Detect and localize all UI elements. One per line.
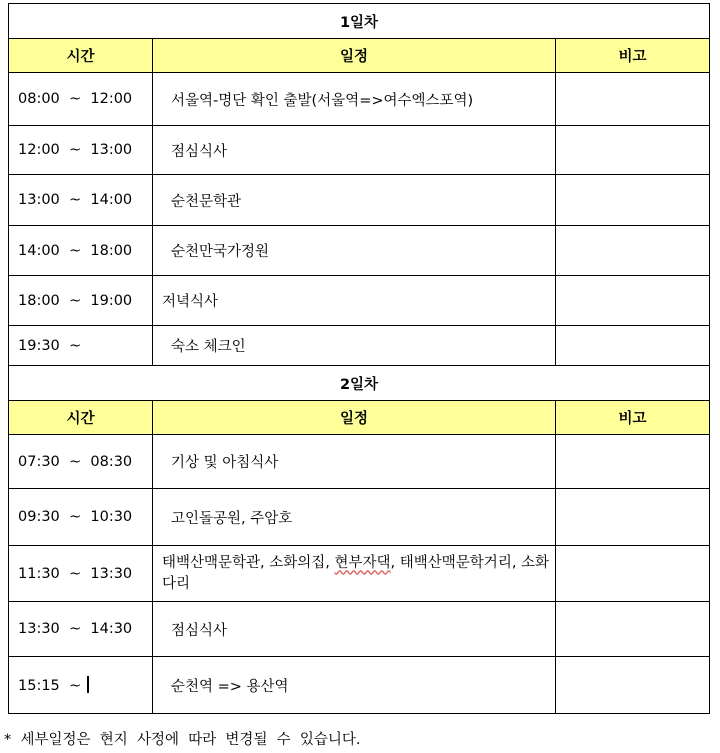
time-cell: 13:00 ~ 14:00 (9, 175, 153, 226)
activity-cell: 순천문학관 (153, 175, 556, 226)
table-row (9, 73, 710, 126)
note-cell (556, 73, 710, 126)
activity-cell: 점심식사 (153, 602, 556, 657)
table-row (9, 602, 710, 657)
activity-text: 태백산맥문학관, 소화의집, (162, 554, 335, 571)
table-row (9, 657, 710, 714)
spellcheck-flagged-text: 현부자댁 (334, 554, 391, 571)
column-header-row (9, 401, 710, 435)
table-row (9, 435, 710, 489)
time-cell: 19:30 ~ (9, 326, 153, 366)
footnote: * 세부일정은 현지 사정에 따라 변경될 수 있습니다. (4, 732, 361, 748)
activity-cell: 순천만국가정원 (153, 226, 556, 276)
note-cell (556, 602, 710, 657)
activity-cell: 점심식사 (153, 126, 556, 175)
note-cell (556, 546, 710, 602)
activity-cell: 순천역 => 용산역 (153, 657, 556, 714)
note-cell (556, 435, 710, 489)
note-cell (556, 489, 710, 546)
column-header-note: 비고 (556, 401, 710, 435)
table-row (9, 326, 710, 366)
activity-cell: 저녁식사 (153, 276, 556, 326)
note-cell (556, 175, 710, 226)
text-cursor (87, 676, 89, 693)
note-cell (556, 657, 710, 714)
table-row (9, 276, 710, 326)
column-header-row (9, 39, 710, 73)
time-cell: 09:30 ~ 10:30 (9, 489, 153, 546)
time-cell: 12:00 ~ 13:00 (9, 126, 153, 175)
day-header-row (9, 366, 710, 401)
activity-cell: 기상 및 아침식사 (153, 435, 556, 489)
activity-cell: 서울역-명단 확인 출발(서울역=>여수엑스포역) (153, 73, 556, 126)
day-header-row (9, 4, 710, 39)
table-row (9, 175, 710, 226)
note-cell (556, 226, 710, 276)
column-header-note: 비고 (556, 39, 710, 73)
day-title: 2일차 (9, 366, 710, 401)
column-header-time: 시간 (9, 39, 153, 73)
table-row (9, 226, 710, 276)
day-title: 1일차 (9, 4, 710, 39)
activity-cell: 고인돌공원, 주암호 (153, 489, 556, 546)
time-cell-editing[interactable] (9, 657, 153, 714)
time-cell: 07:30 ~ 08:30 (9, 435, 153, 489)
activity-text: , 태백산맥문학거리, 소화다리 (162, 554, 550, 592)
table-row (9, 489, 710, 546)
activity-cell (153, 546, 556, 602)
time-text: 15:15 ~ (18, 678, 82, 694)
time-cell: 13:30 ~ 14:30 (9, 602, 153, 657)
table-row (9, 126, 710, 175)
time-cell: 14:00 ~ 18:00 (9, 226, 153, 276)
itinerary-table (8, 3, 710, 714)
note-cell (556, 276, 710, 326)
note-cell (556, 326, 710, 366)
table-row (9, 546, 710, 602)
time-cell: 18:00 ~ 19:00 (9, 276, 153, 326)
activity-cell: 숙소 체크인 (153, 326, 556, 366)
column-header-time: 시간 (9, 401, 153, 435)
column-header-schedule: 일정 (153, 401, 556, 435)
time-cell: 08:00 ~ 12:00 (9, 73, 153, 126)
column-header-schedule: 일정 (153, 39, 556, 73)
note-cell (556, 126, 710, 175)
time-cell: 11:30 ~ 13:30 (9, 546, 153, 602)
